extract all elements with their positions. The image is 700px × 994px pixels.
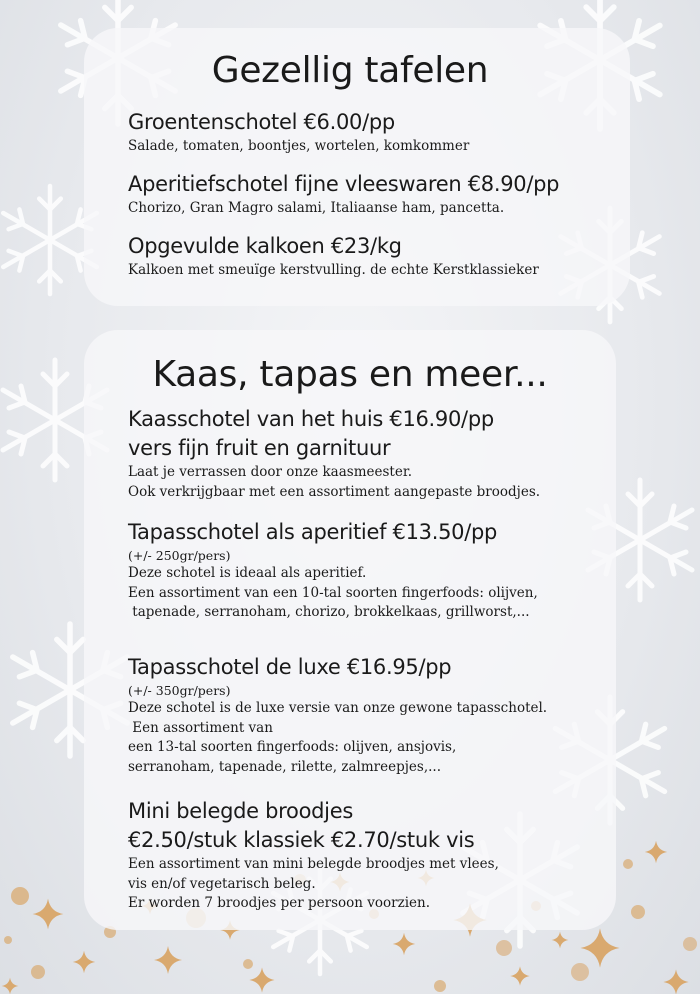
menu-item-description: Kalkoen met smeuïge kerstvulling. de echte Kerstklassieker: [128, 262, 539, 278]
section-title-kaas-tapas: Kaas, tapas en meer...: [152, 354, 548, 395]
menu-item-kalkoen: [128, 232, 648, 281]
menu-item-description-line: Een assortiment van mini belegde broodjes met vlees,: [128, 856, 499, 872]
menu-item-name: Tapasschotel als aperitief €13.50/pp: [128, 520, 498, 544]
menu-item-description-line: vis en/of vegetarisch beleg.: [128, 875, 316, 892]
menu-item-description-line: Deze schotel is ideaal als aperitief.: [128, 565, 367, 581]
menu-item-description: Salade, tomaten, boontjes, wortelen, komkommer: [128, 138, 470, 154]
menu-item-description-line: serranoham, tapenade, rilette, zalmreepjes,...: [128, 758, 442, 775]
menu-item-weight: (+/- 250gr/pers): [128, 548, 231, 563]
menu-item-name: Mini belegde broodjes: [128, 799, 353, 823]
menu-item-description-line: Een assortiment van: [128, 719, 273, 736]
menu-item-tapasschotel-luxe: [128, 653, 648, 777]
menu-item-tapasschotel-aperitief: [128, 518, 648, 623]
menu-item-description-line: Deze schotel is de luxe versie van onze gewone tapasschotel.: [128, 700, 548, 716]
menu-item-mini-broodjes: [128, 797, 648, 914]
menu-item-name: Kaasschotel van het huis €16.90/pp: [128, 407, 494, 431]
menu-item-groentenschotel: [128, 108, 648, 157]
menu-item-name: Opgevulde kalkoen €23/kg: [128, 234, 402, 258]
menu-item-weight: (+/- 350gr/pers): [128, 683, 231, 698]
section-title-gezellig-tafelen: Gezellig tafelen: [211, 50, 489, 91]
menu-item-subtitle: vers fijn fruit en garnituur: [128, 436, 391, 460]
snowflake-icon: [3, 186, 97, 294]
menu-item-description: Chorizo, Gran Magro salami, Italiaanse ham, pancetta.: [128, 200, 505, 216]
menu-item-description-line: Een assortiment van een 10-tal soorten fingerfoods: olijven,: [128, 584, 538, 601]
menu-item-description-line: een 13-tal soorten fingerfoods: olijven, ansjovis,: [128, 739, 457, 755]
menu-item-description-line: tapenade, serranoham, chorizo, brokkelkaas, grillworst,...: [128, 604, 530, 620]
menu-item-name: Aperitiefschotel fijne vleeswaren €8.90/pp: [128, 172, 560, 196]
menu-item-subtitle: €2.50/stuk klassiek €2.70/stuk vis: [128, 828, 475, 852]
menu-item-description-line: Er worden 7 broodjes per persoon voorzien.: [128, 895, 430, 911]
menu-item-name: Tapasschotel de luxe €16.95/pp: [128, 655, 452, 679]
menu-item-description-line: Laat je verrassen door onze kaasmeester.: [128, 464, 413, 480]
menu-item-kaasschotel: [128, 405, 648, 502]
menu-item-aperitiefschotel: [128, 170, 648, 219]
menu-item-name: Groentenschotel €6.00/pp: [128, 110, 395, 134]
menu-item-description-line: Ook verkrijgbaar met een assortiment aangepaste broodjes.: [128, 483, 541, 500]
